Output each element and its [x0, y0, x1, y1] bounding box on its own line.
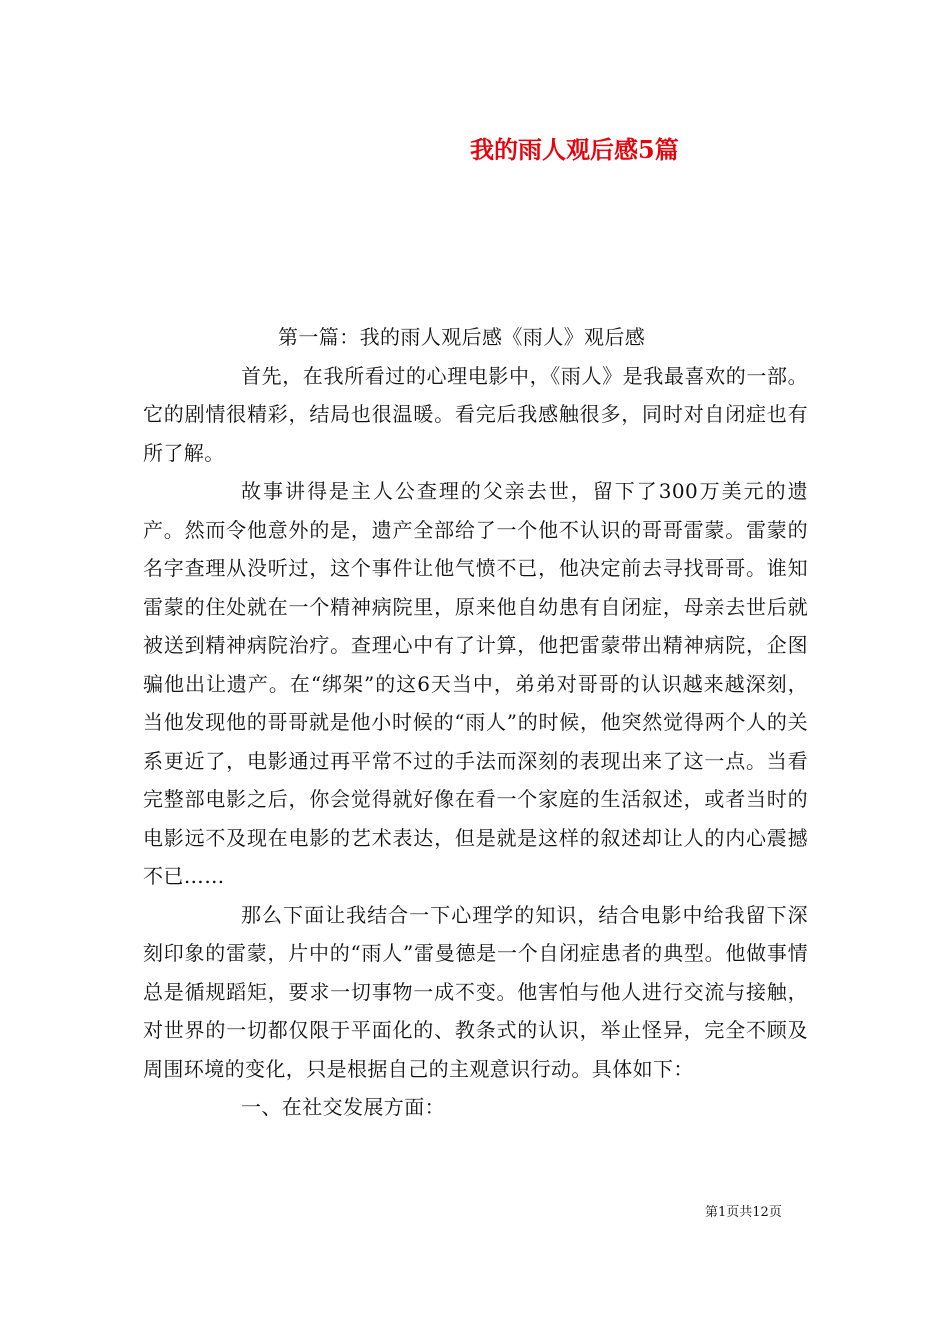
- paragraph-intro: 首先，在我所看过的心理电影中，《雨人》是我最喜欢的一部。它的剧情很精彩，结局也很温暖。看完后我感触很多，同时对自闭症也有所了解。: [143, 363, 808, 465]
- document-body: [143, 318, 808, 1127]
- paragraph-analysis: 那么下面让我结合一下心理学的知识，结合电影中给我留下深刻印象的雷蒙，片中的“雨人”雷曼德是一个自闭症患者的典型。他做事情总是循规蹈矩，要求一切事物一成不变。他害怕与他人进行交流与接触，对世界的一切都仅限于平面化的、教条式的认识，举止怪异，完全不顾及周围环境的变化，只是根据自己的主观意识行动。具体如下：: [143, 902, 808, 1081]
- paragraph-social-heading: 一、在社交发展方面：: [241, 1095, 445, 1119]
- section-heading: 第一篇：我的雨人观后感《雨人》观后感: [278, 325, 646, 349]
- paragraph-story: 故事讲得是主人公查理的父亲去世，留下了300万美元的遗产。然而令他意外的是，遗产全部给了一个他不认识的哥哥雷蒙。雷蒙的名字查理从没听过，这个事件让他气愤不已，他决定前去寻找哥哥。谁知雷蒙的住处就在一个精神病院里，原来他自幼患有自闭症，母亲去世后就被送到精神病院治疗。查理心中有了计算，他把雷蒙带出精神病院，企图骗他出让遗产。在“绑架”的这6天当中，弟弟对哥哥的认识越来越深刻，当他发现他的哥哥就是他小时候的“雨人”的时候，他突然觉得两个人的关系更近了，电影通过再平常不过的手法而深刻的表现出来了这一点。当看完整部电影之后，你会觉得就好像在看一个家庭的生活叙述，或者当时的电影远不及现在电影的艺术表达，但是就是这样的叙述却让人的内心震撼不已……: [143, 479, 808, 888]
- document-title: 我的雨人观后感5篇: [470, 135, 679, 164]
- page-number: 第1页共12页: [705, 1205, 782, 1220]
